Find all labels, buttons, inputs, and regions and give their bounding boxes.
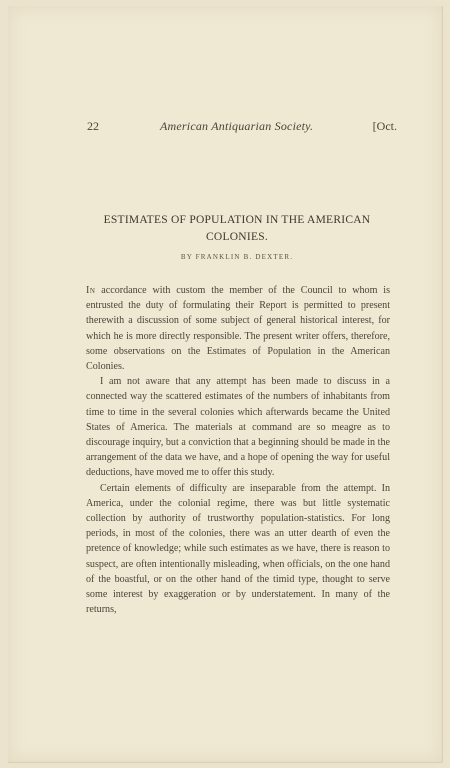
paragraph-1 (86, 283, 390, 374)
page-number: 22 (87, 119, 99, 133)
byline: BY FRANKLIN B. DEXTER. (180, 253, 294, 261)
article-title: ESTIMATES OF POPULATION IN THE AMERICAN COLONIES. (103, 214, 371, 243)
paragraph-2 (86, 374, 390, 480)
paragraph-1-lead: In (86, 285, 96, 296)
paragraph-3 (86, 481, 390, 618)
issue-date: [Oct. (372, 119, 397, 133)
paragraph-1-text: accordance with custom the member of the Council to whom is entrusted the duty of formulating their Report is permitted to present therewith a discussion of some subject of general historical interest, for which he is more directly responsible. The present writer offers, therefore, some observations on the Estimates of Population in the American Colonies. (86, 285, 390, 373)
running-head (87, 119, 397, 137)
article-body (86, 283, 390, 617)
paragraph-3-text: Certain elements of difficulty are inseparable from the attempt. In America, under the colonial regime, there was but little systematic collection by authority of trustworthy population-statistics. For long periods, in most of the colonies, there was an utter dearth of even the pretence of knowledge; while such estimates as we have, there is reason to suspect, are often intentionally misleading, when officials, on the one hand of the boastful, or on the other hand of the timid type, thought to serve some interest by exaggeration or by understatement. In many of the returns, (86, 482, 390, 616)
paragraph-2-text: I am not aware that any attempt has been made to discuss in a connected way the scattered estimates of the numbers of inhabitants from time to time in the several colonies which afterwards became the United States of America. The materials at command are so meagre as to discourage inquiry, but a conviction that a beginning should be made in the arrangement of the data we have, and a hope of opening the way for useful deductions, have moved me to offer this study. (86, 376, 390, 479)
publication-title: American Antiquarian Society. (160, 119, 314, 133)
